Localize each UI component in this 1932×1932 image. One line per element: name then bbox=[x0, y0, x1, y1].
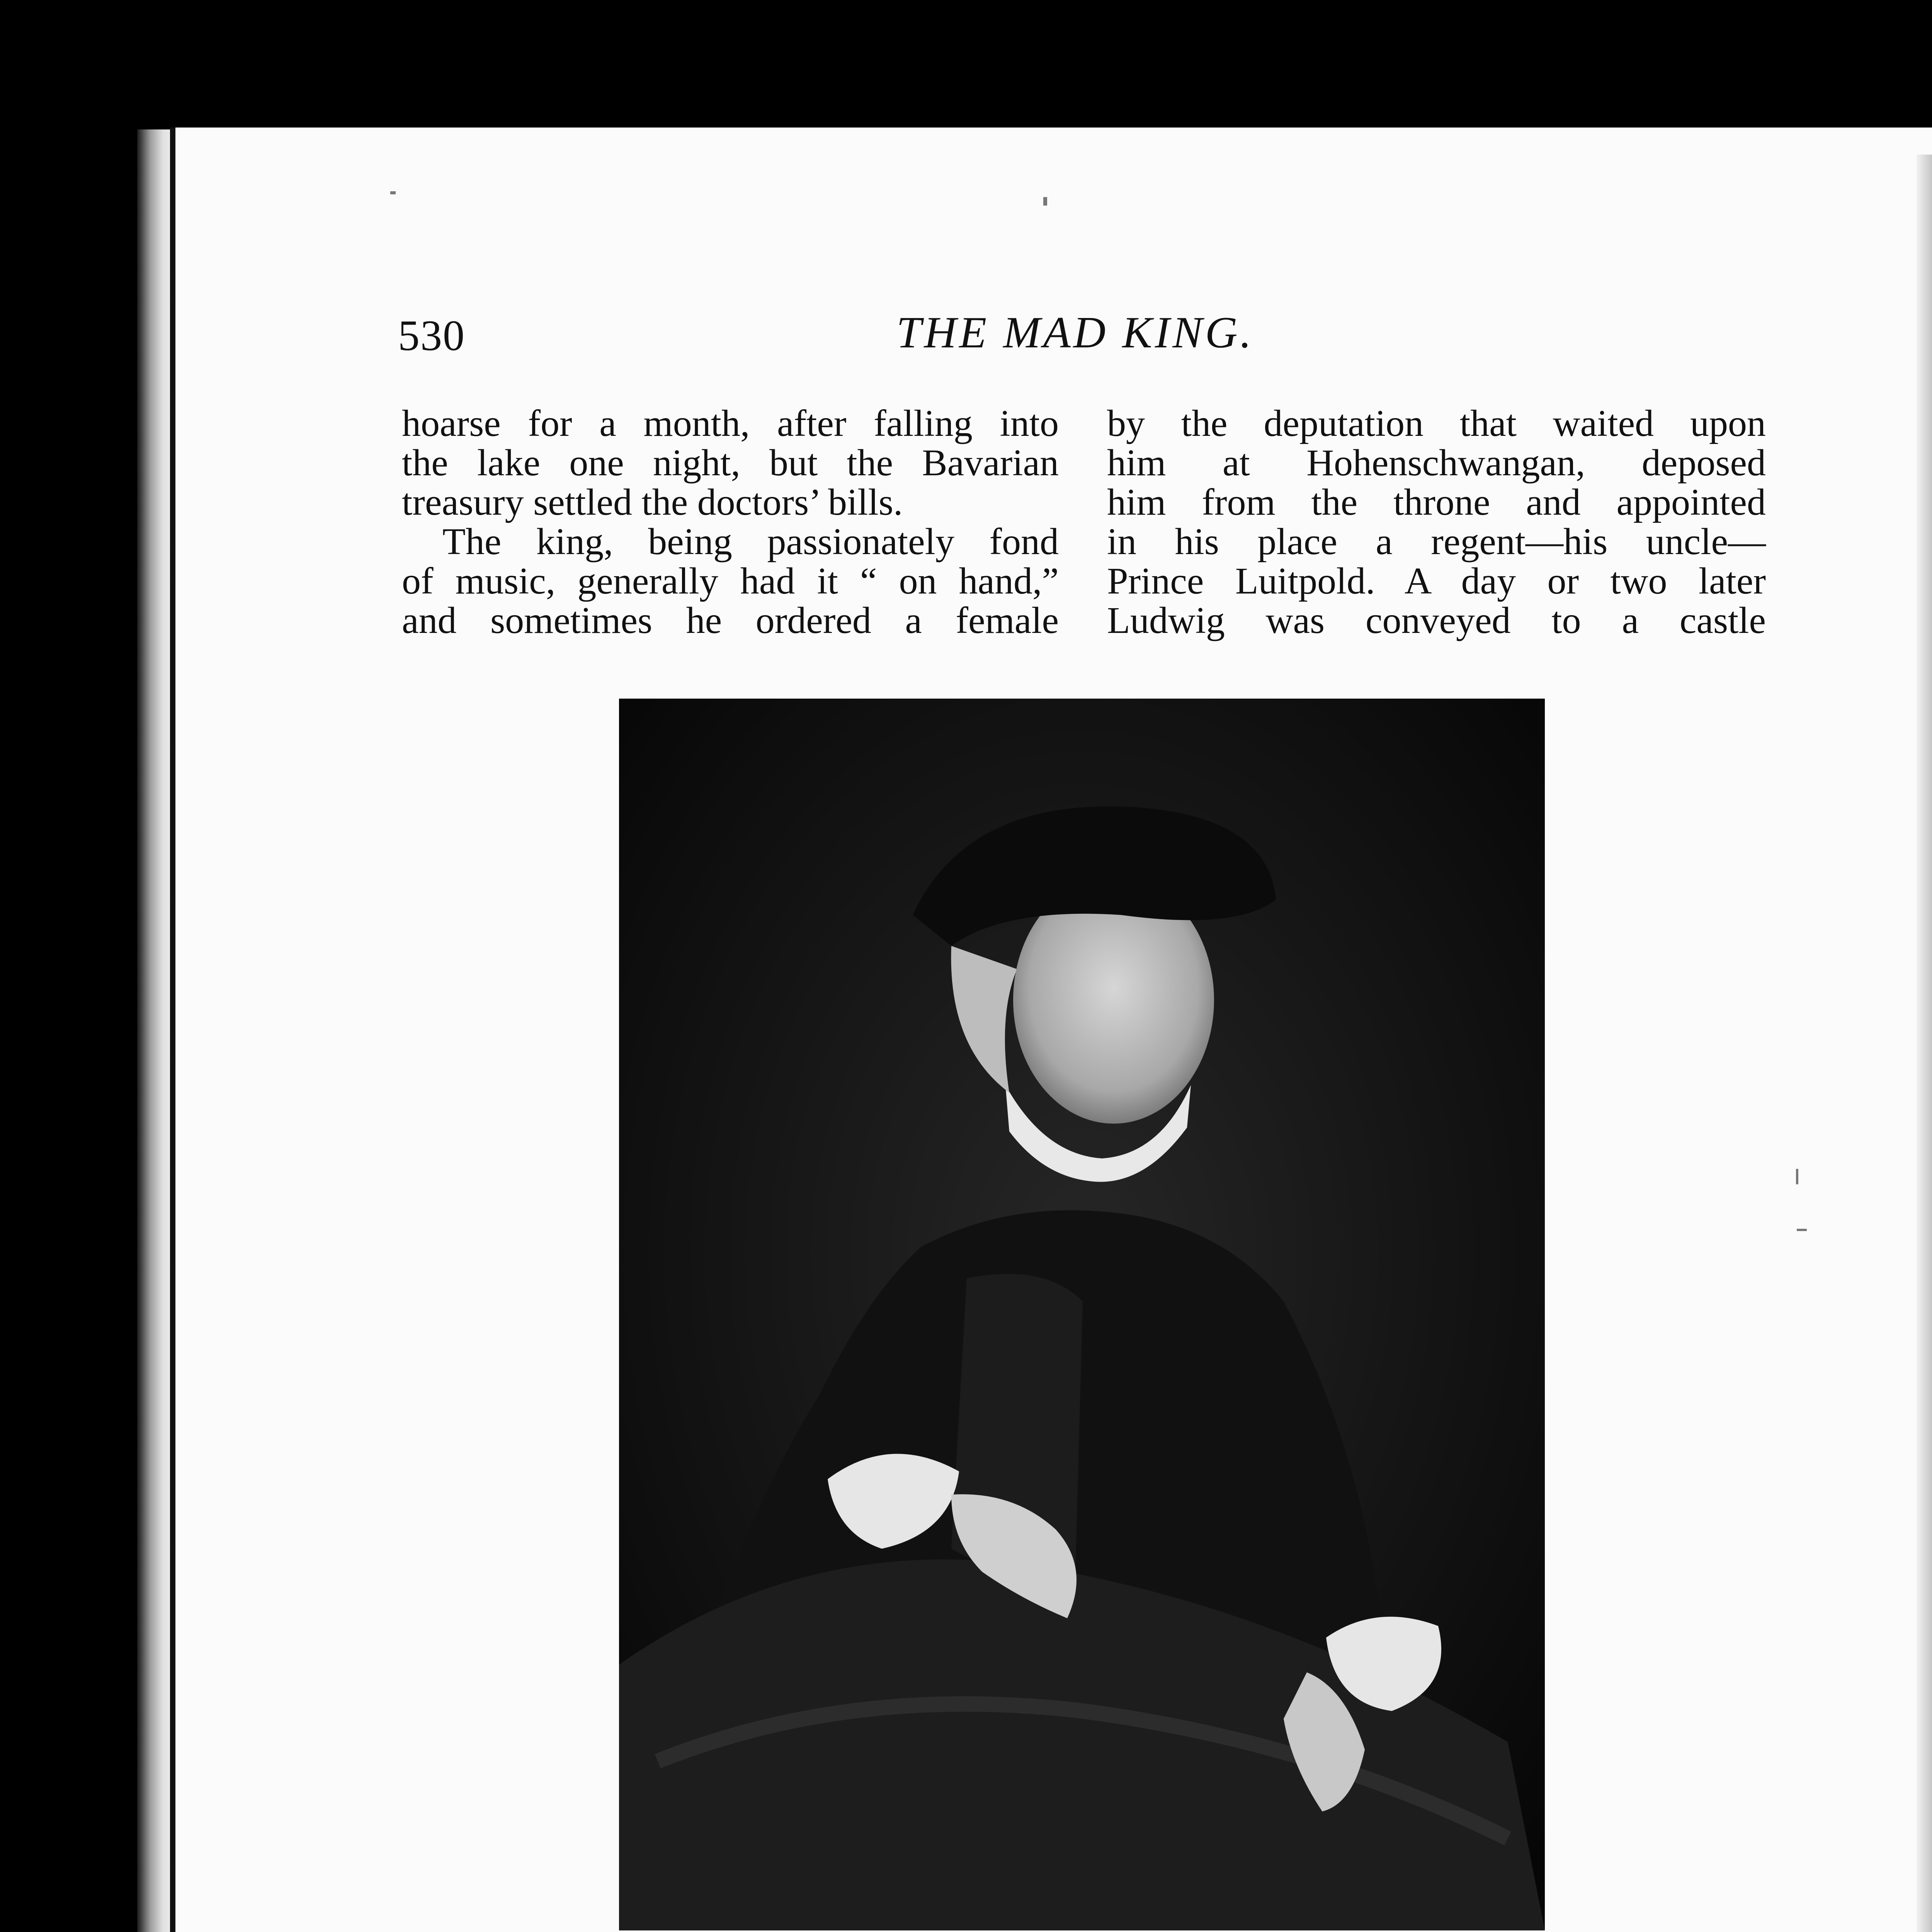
portrait-drawing bbox=[619, 699, 1545, 1930]
text-column-top-right bbox=[1107, 404, 1766, 640]
text-line: him from the throne and appointed bbox=[1107, 481, 1766, 523]
text-line: by the deputation that waited upon bbox=[1107, 403, 1766, 444]
text-line: in his place a regent—his uncle— bbox=[1107, 521, 1766, 563]
running-head-title: THE MAD KING. bbox=[896, 308, 1254, 357]
portrait-photograph bbox=[619, 699, 1545, 1930]
next-page-edge bbox=[1917, 155, 1932, 1932]
text-line: Ludwig was conveyed to a castle bbox=[1107, 600, 1766, 641]
text-line: him at Hohenschwangan, deposed bbox=[1107, 442, 1766, 484]
dust-speck bbox=[390, 191, 396, 194]
text-line: Prince Luitpold. A day or two later bbox=[1107, 560, 1766, 602]
text-line: The king, being passionately fond bbox=[442, 521, 1059, 563]
dust-speck bbox=[1043, 197, 1047, 206]
text-line: the lake one night, but the Bavarian bbox=[402, 442, 1059, 484]
page-number: 530 bbox=[398, 312, 465, 360]
text-line: hoarse for a month, after falling into bbox=[402, 403, 1059, 444]
dust-speck bbox=[1796, 1169, 1798, 1184]
text-line: and sometimes he ordered a female bbox=[402, 600, 1059, 641]
text-line: treasury settled the doctors’ bills. bbox=[402, 481, 903, 523]
dust-speck bbox=[1797, 1229, 1807, 1231]
text-column-top-left bbox=[402, 404, 1059, 640]
text-line: of music, generally had it “ on hand,” bbox=[402, 560, 1059, 602]
